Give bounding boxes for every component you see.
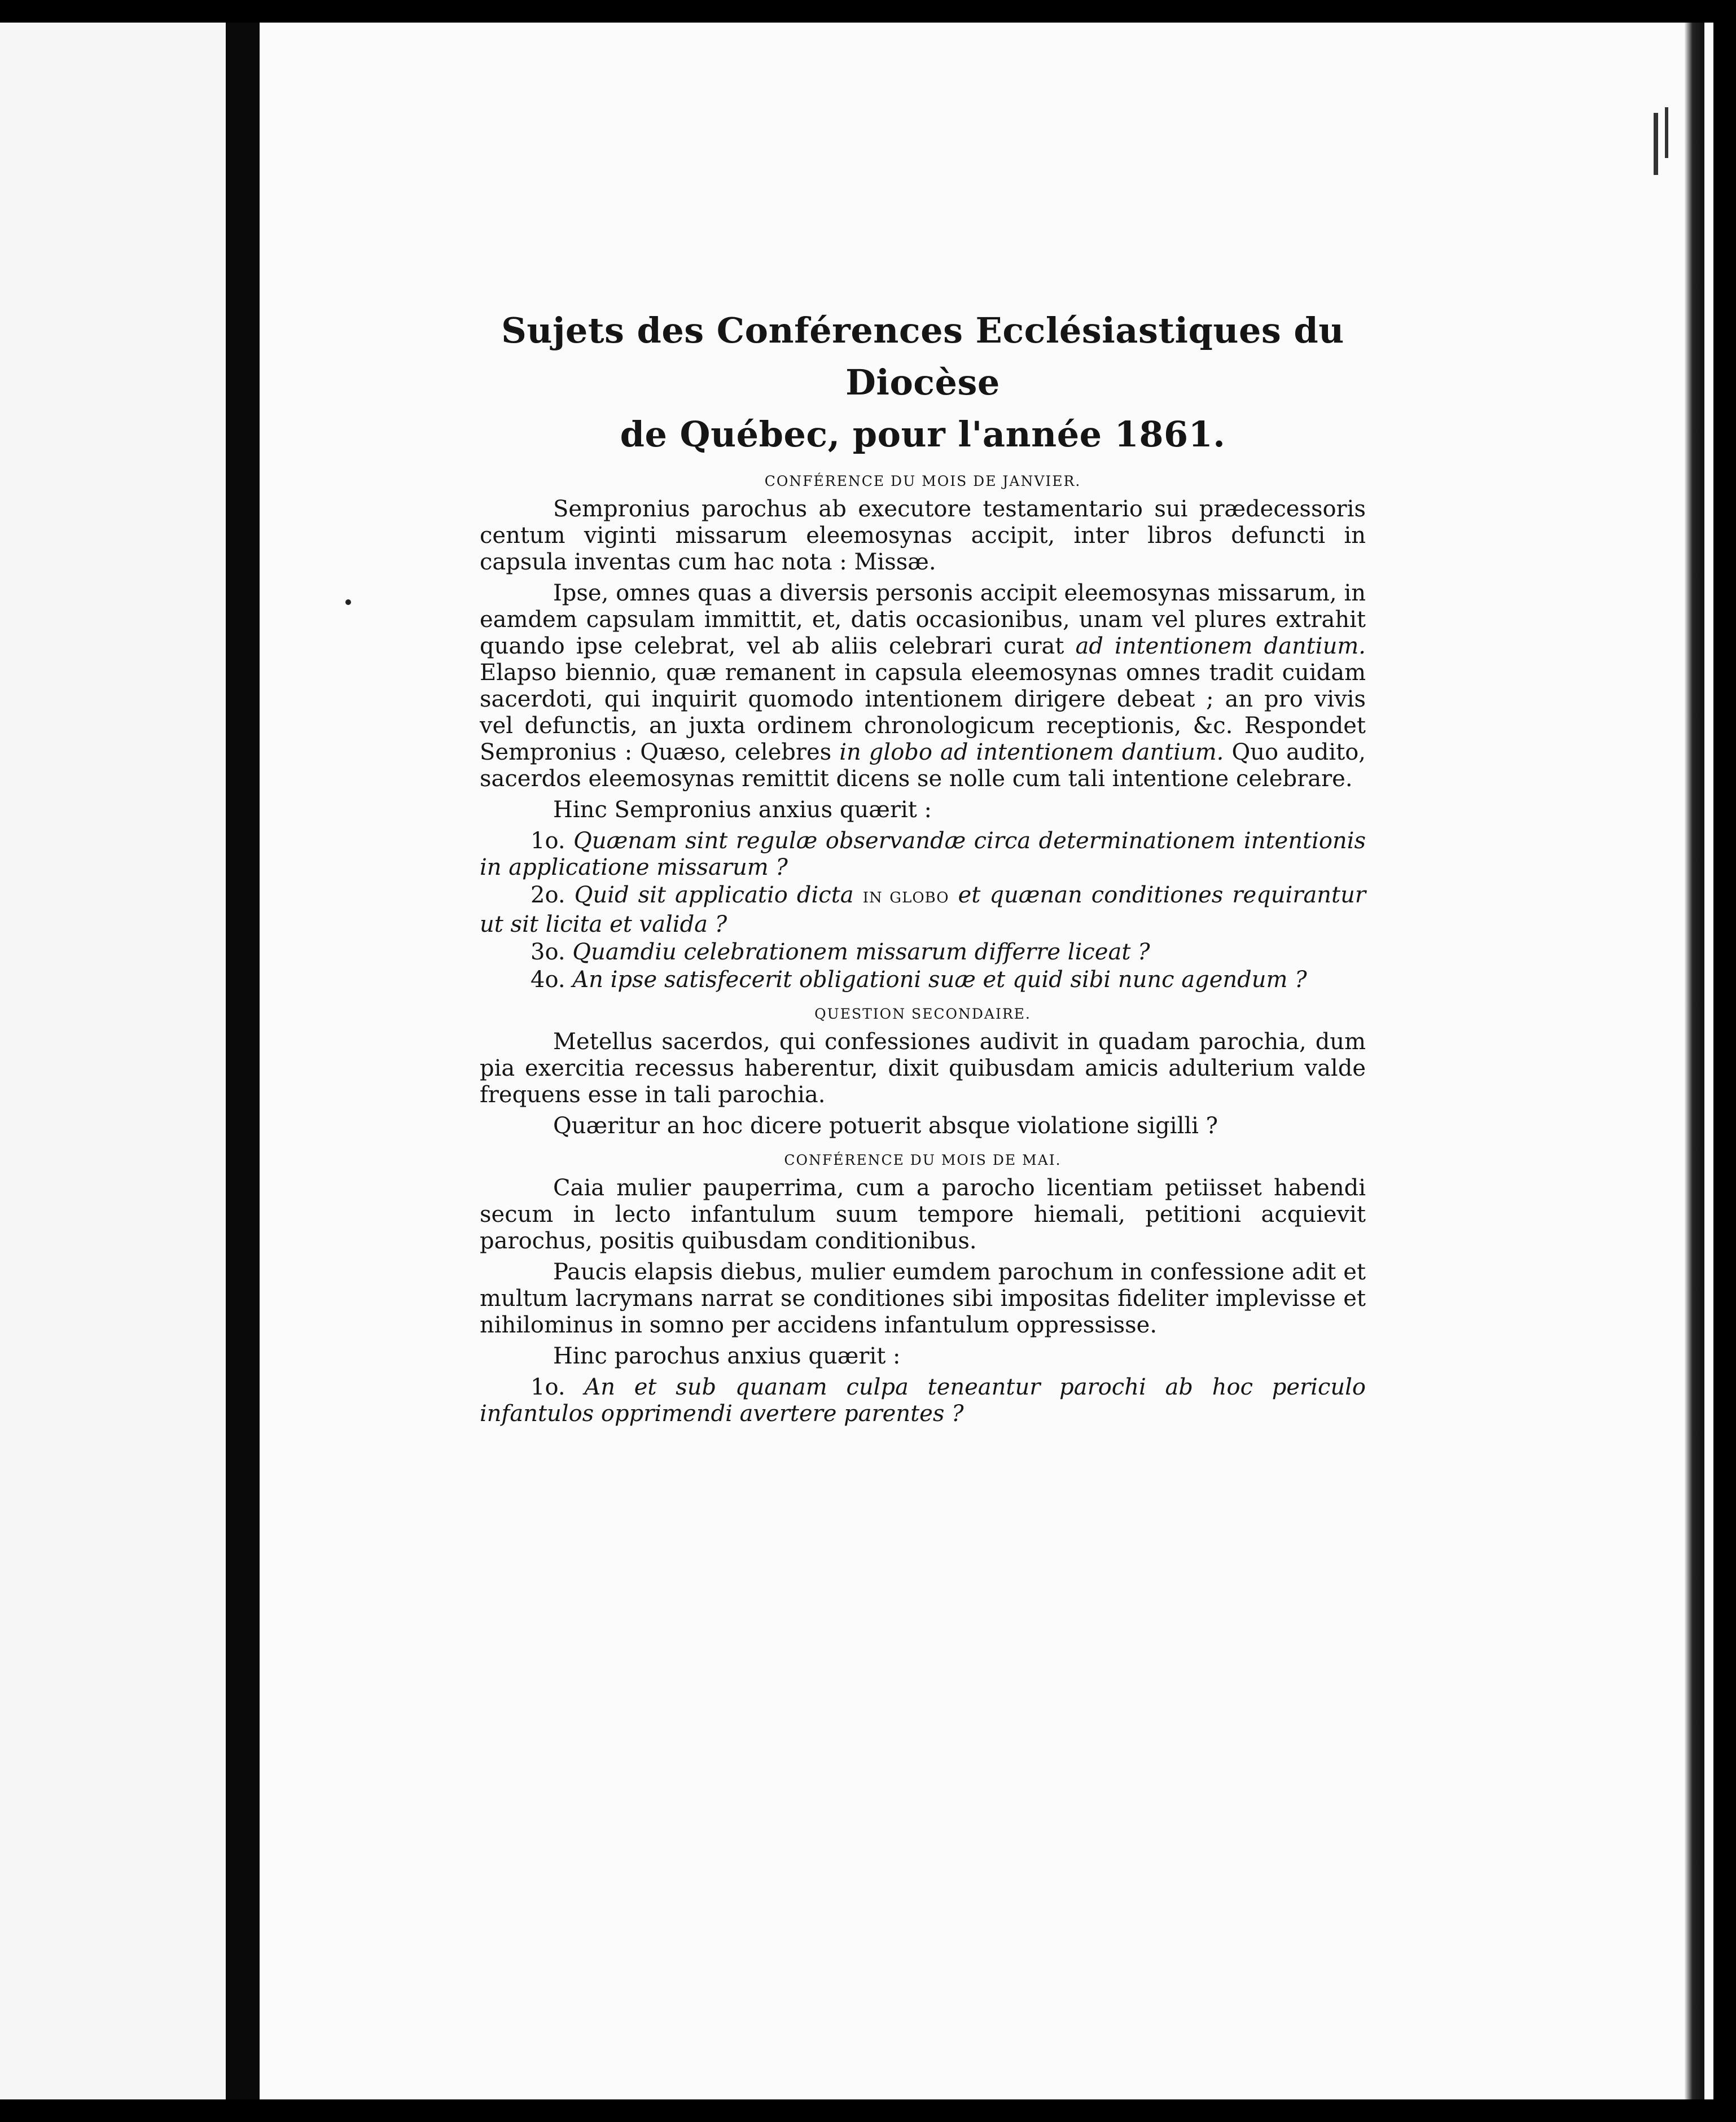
page-edge-right <box>1685 23 1704 2099</box>
question-1 <box>480 828 1366 881</box>
left-page-edge <box>0 23 226 2099</box>
question-number: 3o. <box>531 939 565 965</box>
paragraph: Sempronius parochus ab executore testamentario sui prædecessoris centum viginti missarum eleemosynas accipit, inter libros defuncti in capsula inventas cum hac nota : Missæ. <box>480 496 1366 575</box>
paragraph <box>480 580 1366 792</box>
may-question-1 <box>480 1374 1366 1427</box>
question-number: 1o. <box>531 828 565 854</box>
text: Ipse, omnes quas a diversis personis accipit eleemosynas missarum, in eamdem capsulam immittit, et, datis occasionibus, unam vel plures extrahit quando ipse celebrat, vel ab aliis celebrari curat <box>480 580 1366 659</box>
question-text: An ipse satisfecerit obligationi suæ et quid sibi nunc agendum ? <box>572 967 1307 993</box>
question-number: 1o. <box>531 1374 565 1400</box>
section-heading-may: CONFÉRENCE DU MOIS DE MAI. <box>784 1152 1062 1168</box>
margin-mark <box>1665 107 1668 158</box>
paragraph: Caia mulier pauperrima, cum a parocho licentiam petiisset habendi secum in lecto infantulum suum tempore hiemali, petitioni acquievit parochus, positis quibusdam conditionibus. <box>480 1175 1366 1254</box>
small-caps-text: IN GLOBO <box>862 889 949 906</box>
text: Elapso biennio, quæ remanent in capsula eleemosynas omnes tradit cuidam sacerdoti, qui inquirit quomodo intentionem dirigere debeat ; an pro vivis vel defunctis, an juxta ordinem chronologicum receptionis, &c. Respondet Sempronius : Quæso, celebres <box>480 660 1366 765</box>
question-number: 2o. <box>531 882 565 908</box>
question-text: Quid sit applicatio dicta <box>574 882 854 908</box>
question-4 <box>480 967 1366 993</box>
paragraph: Hinc parochus anxius quærit : <box>553 1343 901 1369</box>
question-2 <box>480 882 1366 938</box>
question-3 <box>480 939 1366 966</box>
title-line-2: de Québec, pour l'année 1861. <box>620 414 1226 455</box>
paragraph: Quæritur an hoc dicere potuerit absque violatione sigilli ? <box>553 1113 1218 1139</box>
document-title <box>480 305 1366 461</box>
italic-text: in globo ad intentionem dantium. <box>839 739 1224 765</box>
section-heading-january: CONFÉRENCE DU MOIS DE JANVIER. <box>764 473 1081 489</box>
section-heading-secondary: QUESTION SECONDAIRE. <box>814 1006 1031 1022</box>
question-number: 4o. <box>531 967 565 993</box>
question-text: Quænam sint regulæ observandæ circa determinationem intentionis in applicatione missarum ? <box>480 828 1366 880</box>
question-text: et quænan conditiones requirantur ut sit licita et valida ? <box>480 882 1366 937</box>
margin-mark <box>1654 113 1658 175</box>
book-gutter <box>226 23 260 2099</box>
paragraph: Paucis elapsis diebus, mulier eumdem parochum in confessione adit et multum lacrymans narrat se conditiones sibi impositas fideliter implevisse et nihilominus in somno per accidens infantulum oppressisse. <box>480 1259 1366 1338</box>
paragraph: Metellus sacerdos, qui confessiones audivit in quadam parochia, dum pia exercitia recessus haberentur, dixit quibusdam amicis adulterium valde frequens esse in tali parochia. <box>480 1029 1366 1108</box>
italic-text: ad intentionem dantium. <box>1075 633 1366 659</box>
paragraph: Hinc Sempronius anxius quærit : <box>553 797 932 823</box>
question-text: Quamdiu celebrationem missarum differre liceat ? <box>572 939 1150 965</box>
text: Quo audito, sacerdos eleemosynas remittit dicens se nolle cum tali intentione celebrare. <box>480 739 1366 792</box>
document-body <box>480 305 1366 1428</box>
margin-dot <box>345 599 351 605</box>
title-line-1: Sujets des Conférences Ecclésiastiques du Diocèse <box>501 310 1344 403</box>
question-text: An et sub quanam culpa teneantur parochi ab hoc periculo infantulos opprimendi avertere parentes ? <box>480 1374 1366 1427</box>
